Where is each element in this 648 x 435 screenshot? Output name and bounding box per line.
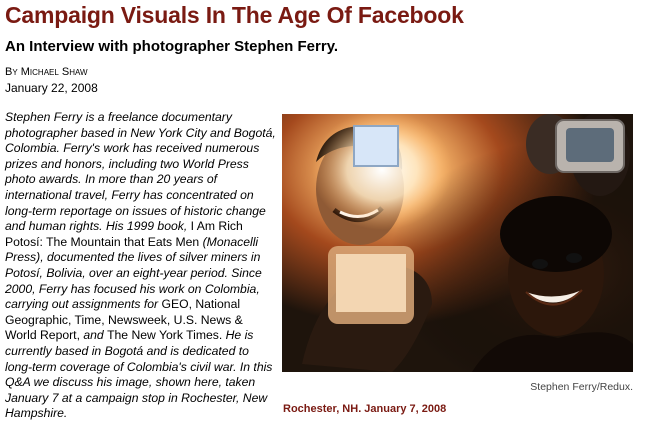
outlet-nyt: The New York Times.: [107, 328, 223, 343]
byline: [5, 66, 88, 78]
photo-caption: Rochester, NH. January 7, 2008: [283, 403, 447, 415]
body-and: and: [79, 328, 108, 343]
campaign-photo-illustration: [282, 114, 633, 372]
body-text-3: He is currently based in Bogotá and is dedicated to long-term coverage of Colombia's civil war. In this Q&A we discuss his image, shown here, taken January 7 at a campaign stop in Rochester, New Hampshire.: [5, 328, 273, 421]
campaign-photo: [282, 114, 633, 372]
body-text-2: (Monacelli Press), documented the lives of silver miners in Potosí, Bolivia, over an eight-year period. Since 2000, Ferry has focused his work on Colombia, carrying out assignments for: [5, 234, 262, 312]
body-text-1: Stephen Ferry is a freelance documentary photographer based in New York City and Bogotá, Colombia. Ferry's work has received numerous prizes and honors, including two World Press photo awards. In more than 20 years of international travel, Ferry has concentrated on long-term reportage on issues of historic change and human rights. His 1999 book,: [5, 110, 276, 234]
photo-credit: Stephen Ferry/Redux.: [530, 381, 633, 393]
article-body: [5, 110, 277, 422]
book-title: I Am Rich Potosí: The Mountain that Eats Men: [5, 219, 243, 249]
article-headline: Campaign Visuals In The Age Of Facebook: [5, 2, 464, 28]
outlet-list: GEO, National Geographic, Time, Newsweek, U.S. News & World Report,: [5, 297, 243, 343]
author-name: Michael Shaw: [20, 66, 88, 78]
publish-date: January 22, 2008: [5, 81, 98, 95]
article-subhead: An Interview with photographer Stephen Ferry.: [5, 38, 339, 55]
byline-prefix: By: [5, 66, 18, 78]
